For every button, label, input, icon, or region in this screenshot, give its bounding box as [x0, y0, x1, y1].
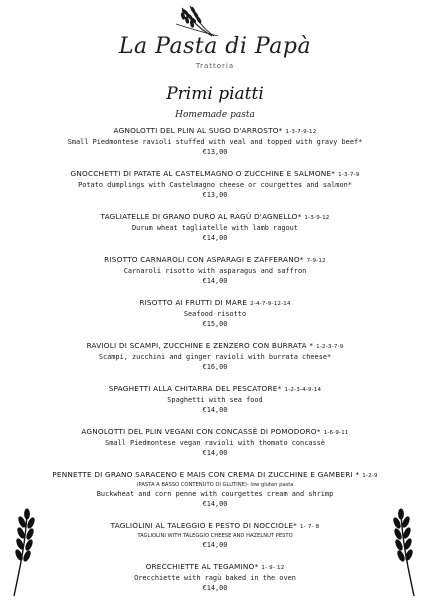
item-name-row: [10, 470, 420, 481]
item-price: €16,00: [202, 363, 228, 371]
item-price: €13,00: [202, 191, 228, 199]
item-name-row: [10, 212, 420, 223]
item-allergens: 1-3-7-9: [338, 172, 360, 178]
item-allergens: 1-2-9: [362, 473, 378, 479]
item-description: Durum wheat tagliatelle with lamb ragout: [132, 224, 298, 232]
item-allergens: 2-4-7-9-12-14: [250, 301, 291, 307]
item-price: €13,00: [202, 148, 228, 156]
wheat-logo-icon: [168, 4, 228, 38]
item-allergens: 1-2-3-7-9: [316, 344, 344, 350]
item-allergens: 1- 9- 12: [261, 565, 285, 571]
item-description: Seafood risotto: [183, 310, 247, 318]
item-description: Potato dumplings with Castelmagno cheese or courgettes and salmon*: [78, 181, 352, 189]
item-name: PENNETTE DI GRANO SARACENO E MAIS CON CREMA DI ZUCCHINE E GAMBERI *: [52, 470, 360, 479]
item-name: AGNOLOTTI DEL PLIN AL SUGO D'ARROSTO*: [113, 126, 283, 135]
section-title: Primi piatti: [166, 84, 264, 104]
menu-item: [10, 126, 420, 157]
section-subtitle: Homemade pasta: [175, 110, 255, 120]
item-name: AGNOLOTTI DEL PLIN VEGANI CON CONCASSÈ DI POMODORO*: [81, 427, 321, 436]
menu-item: [10, 169, 420, 200]
menu-item: [10, 255, 420, 286]
item-note: (PASTA A BASSO CONTENUTO DI GLUTINE)- low gluten pasta: [136, 482, 294, 488]
item-description: Orecchiette with ragù baked in the oven: [134, 574, 296, 582]
item-name-row: [10, 126, 420, 137]
item-price: €14,00: [202, 541, 228, 549]
item-price: €14,00: [202, 406, 228, 414]
item-allergens: 1-2-3-4-9-14: [284, 387, 322, 393]
menu-item: [10, 212, 420, 243]
item-description: Spaghetti with sea food: [167, 396, 263, 404]
item-description: Small Piedmontese ravioli stuffed with veal and topped with gravy beef*: [67, 138, 363, 146]
item-price: €15,00: [202, 320, 228, 328]
item-allergens: 1-3-7-9-12: [285, 129, 317, 135]
item-note: TAGLIOLINI WITH TALEGGIO CHEESE AND HAZELNUT PESTO: [137, 533, 293, 539]
item-price: €14,00: [202, 234, 228, 242]
item-price: €14,00: [202, 584, 228, 592]
item-name: GNOCCHETTI DI PATATE AL CASTELMAGNO O ZUCCHINE E SALMONE*: [70, 169, 336, 178]
item-price: €14,00: [202, 449, 228, 457]
item-name-row: [10, 341, 420, 352]
menu-item: [10, 341, 420, 372]
item-name-row: [10, 384, 420, 395]
item-name-row: [10, 298, 420, 309]
menu-item: [10, 562, 420, 593]
item-allergens: 7-9-12: [306, 258, 326, 264]
menu-item: [10, 470, 420, 509]
menu-item: [10, 298, 420, 329]
item-name: RAVIOLI DI SCAMPI, ZUCCHINE E ZENZERO CON BURRATA *: [86, 341, 314, 350]
wheat-left-icon: [10, 506, 44, 598]
item-name: TAGLIOLINI AL TALEGGIO E PESTO DI NOCCIOLE*: [110, 521, 297, 530]
item-name-row: [10, 169, 420, 180]
wheat-right-icon: [384, 506, 418, 598]
item-price: €14,00: [202, 277, 228, 285]
item-name: TAGLIATELLE DI GRANO DURO AL RAGÙ D'AGNELLO*: [100, 212, 302, 221]
item-description: Buckwheat and corn penne with courgettes cream and shrimp: [96, 490, 334, 498]
item-allergens: 1-3-9-12: [304, 215, 330, 221]
item-description: Small Piedmontese vegan ravioli with thomato concassè: [105, 439, 325, 447]
item-price: €14,00: [202, 500, 228, 508]
item-description: Scampi, zucchini and ginger ravioli with burrata cheese*: [98, 353, 332, 361]
item-allergens: 1- 7- 8: [300, 524, 320, 530]
item-name-row: [10, 521, 420, 532]
menu-item: [10, 521, 420, 550]
restaurant-name: La Pasta di Papà: [118, 34, 312, 59]
menu-items-list: [10, 126, 420, 605]
item-name: SPAGHETTI ALLA CHITARRA DEL PESCATORE*: [108, 384, 282, 393]
item-name-row: [10, 427, 420, 438]
item-allergens: 1-6-9-11: [323, 430, 349, 436]
restaurant-subtitle: Trattoria: [195, 62, 235, 70]
item-name: RISOTTO AI FRUTTI DI MARE: [139, 298, 248, 307]
item-name-row: [10, 255, 420, 266]
menu-item: [10, 427, 420, 458]
menu-item: [10, 384, 420, 415]
item-description: Carnaroli risotto with asparagus and saffron: [123, 267, 307, 275]
item-name: ORECCHIETTE AL TEGAMINO*: [145, 562, 259, 571]
item-name-row: [10, 562, 420, 573]
item-name: RISOTTO CARNAROLI CON ASPARAGI E ZAFFERANO*: [104, 255, 304, 264]
